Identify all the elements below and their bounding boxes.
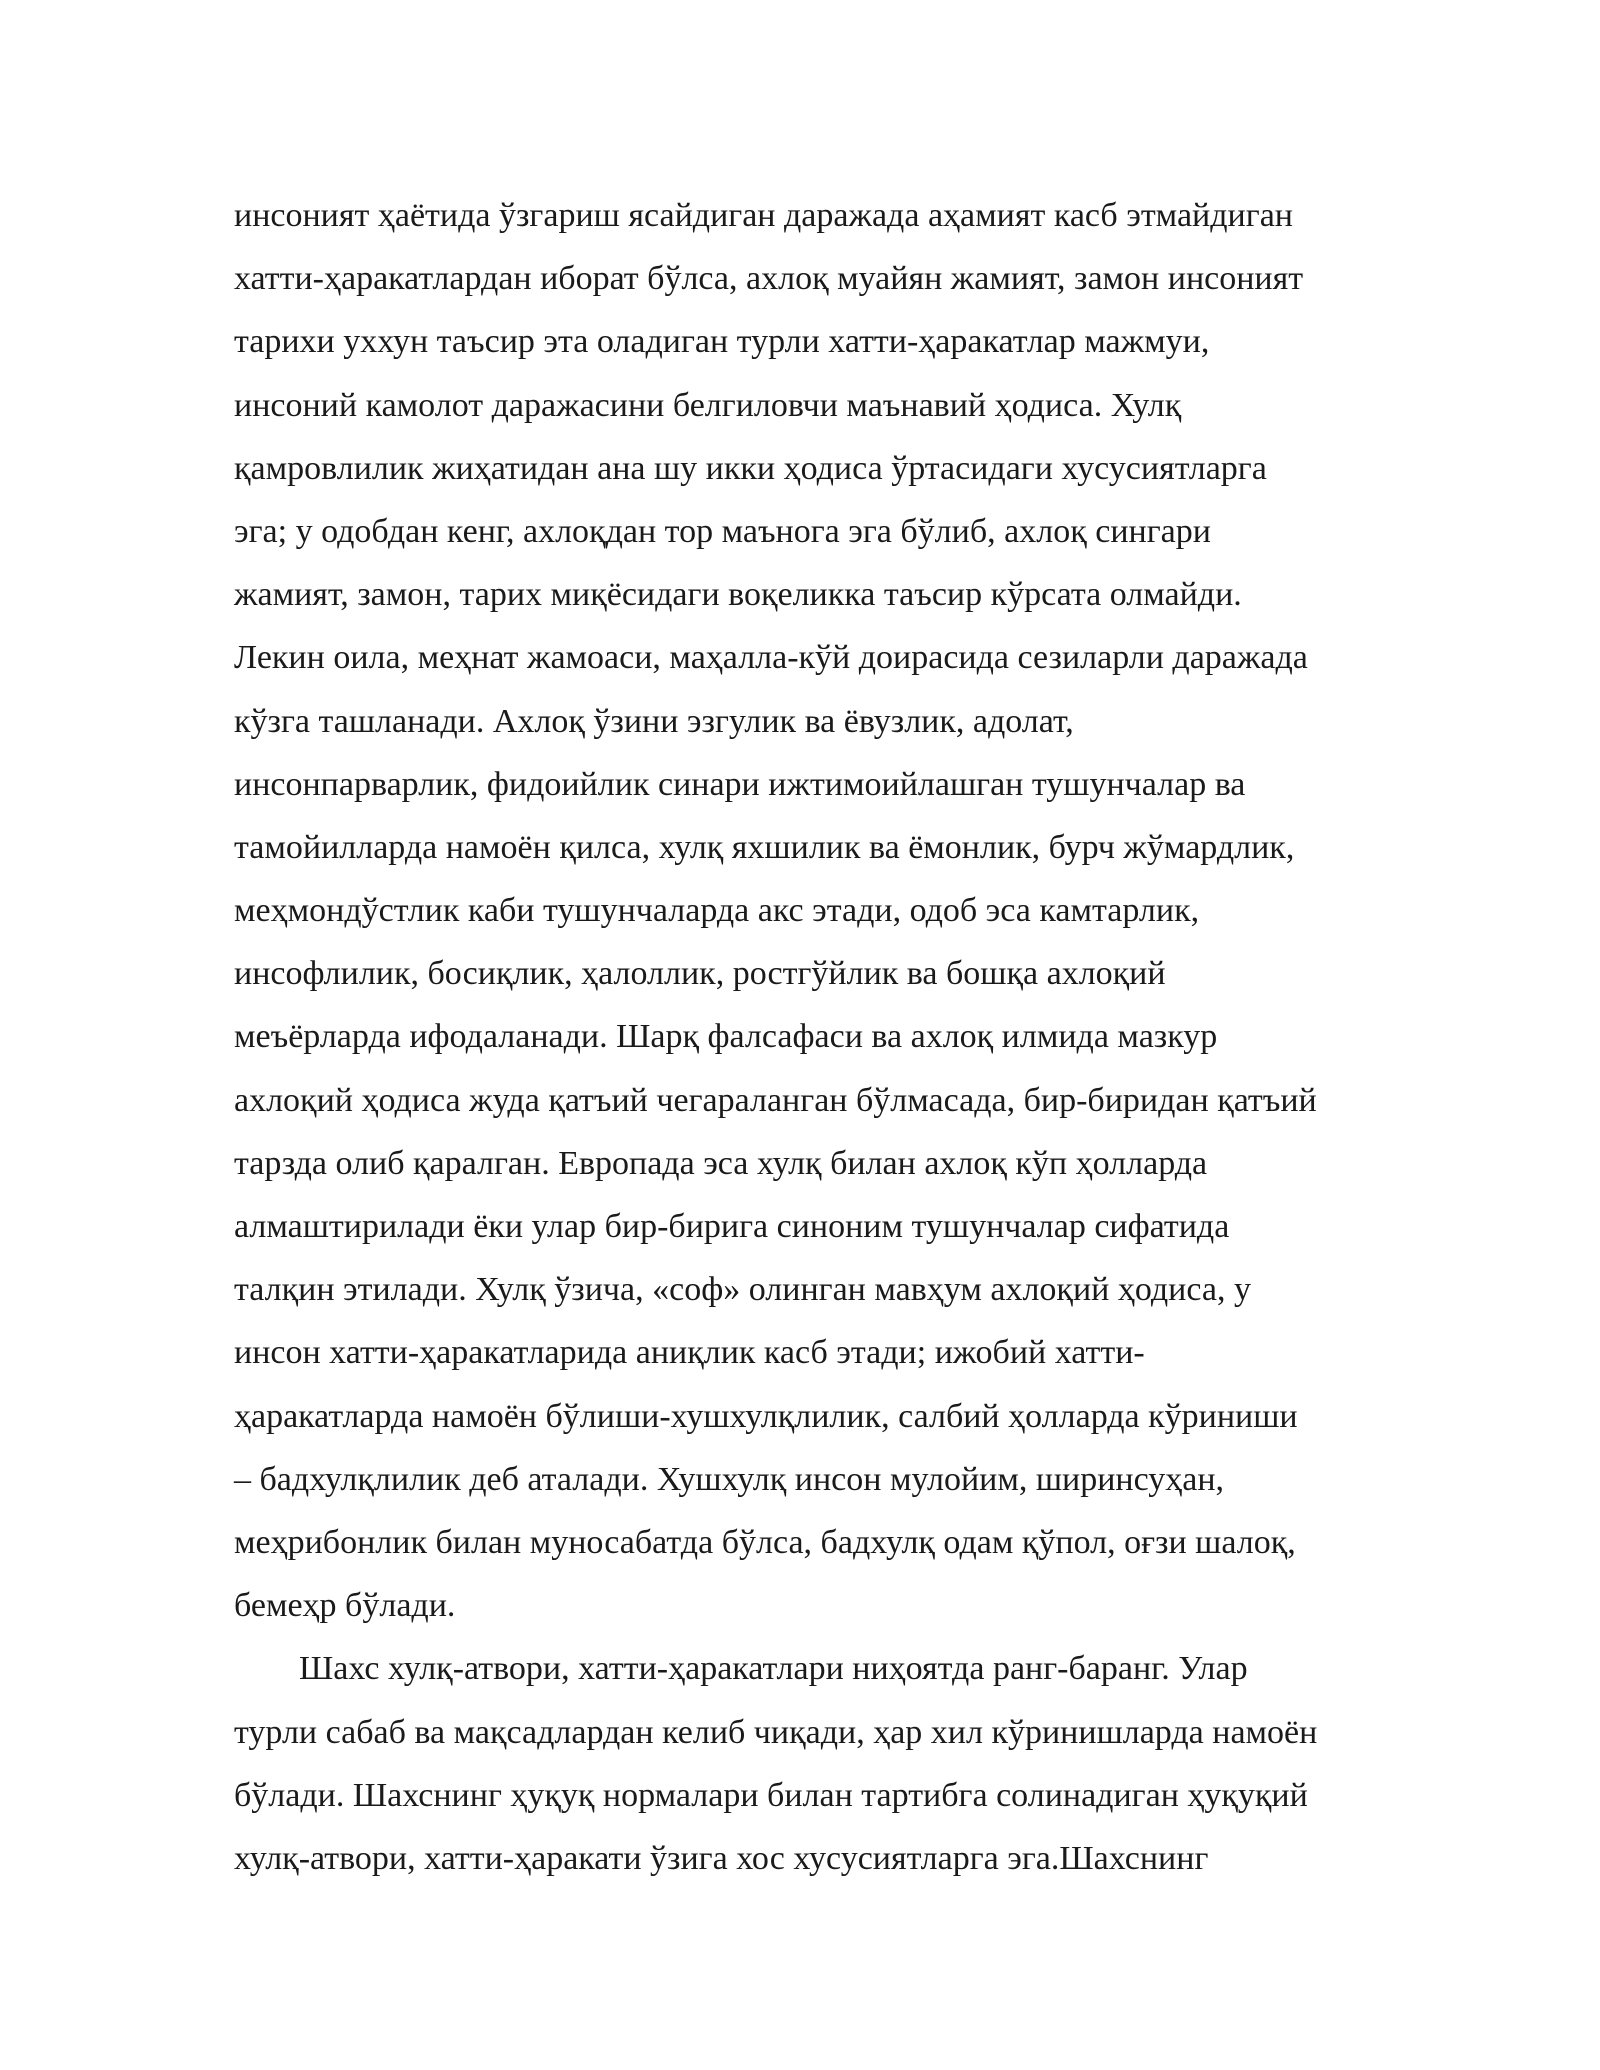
text-line: тарзда олиб қаралган. Европада эса хулқ билан ахлоқ кўп ҳолларда xyxy=(234,1144,1208,1182)
text-line: хатти-ҳаракатлардан иборат бўлса, ахлоқ муайян жамият, замон инсоният xyxy=(234,260,1304,298)
text-line: инсофлилик, босиқлик, ҳалоллик, ростгўйлик ва бошқа ахлоқий xyxy=(234,955,1166,993)
text-line: инсонпарварлик, фидоийлик синари ижтимоийлашган тушунчалар ва xyxy=(234,765,1246,803)
text-line: инсон хатти-ҳаракатларида аниқлик касб этади; ижобий хатти- xyxy=(234,1334,1145,1372)
text-line: ҳаракатларда намоён бўлиши-хушхулқлилик, салбий ҳолларда кўриниши xyxy=(234,1397,1298,1435)
text-line: тамойилларда намоён қилса, хулқ яхшилик ва ёмонлик, бурч жўмардлик, xyxy=(234,828,1295,866)
text-line: Лекин оила, меҳнат жамоаси, маҳалла-кўй доирасида сезиларли даражада xyxy=(234,639,1308,677)
text-line: жамият, замон, тарих миқёсидаги воқеликка таъсир кўрсата олмайди. xyxy=(234,576,1242,614)
text-line: меҳрибонлик билан муносабатда бўлса, бадхулқ одам қўпол, оғзи шалоқ, xyxy=(234,1523,1296,1561)
text-line: тарихи уххун таъсир эта оладиган турли хатти-ҳаракатлар мажмуи, xyxy=(234,323,1210,361)
text-line: алмаштирилади ёки улар бир-бирига синоним тушунчалар сифатида xyxy=(234,1208,1230,1245)
text-line: – бадхулқлилик деб аталади. Хушхулқ инсон мулойим, ширинсуҳан, xyxy=(234,1460,1225,1498)
text-line: эга; у одобдан кенг, ахлоқдан тор маънога эга бўлиб, ахлоқ сингари xyxy=(234,512,1211,550)
text-line: меҳмондўстлик каби тушунчаларда акс этади, одоб эса камтарлик, xyxy=(234,892,1200,930)
text-line: талқин этилади. Хулқ ўзича, «соф» олинган мавҳум ахлоқий ҳодиса, у xyxy=(234,1271,1251,1309)
paragraph-first-line: Шахс хулқ-атвори, хатти-ҳаракатлари ниҳоятда ранг-баранг. Улар xyxy=(299,1650,1248,1688)
text-line: меъёрларда ифодаланади. Шарқ фалсафаси ва ахлоқ илмида мазкур xyxy=(234,1018,1218,1056)
text-line: бўлади. Шахснинг ҳуқуқ нормалари билан тартибга солинадиган ҳуқуқий xyxy=(234,1776,1308,1814)
text-line: қамровлилик жиҳатидан ана шу икки ҳодиса ўртасидаги хусусиятларга xyxy=(234,449,1267,487)
text-line: турли сабаб ва мақсадлардан келиб чиқади, ҳар хил кўринишларда намоён xyxy=(234,1713,1318,1751)
text-line: инсоний камолот даражасини белгиловчи маънавий ҳодиса. Хулқ xyxy=(234,386,1182,424)
text-line: кўзга ташланади. Ахлоқ ўзини эзгулик ва ёвузлик, адолат, xyxy=(234,702,1074,740)
text-line: бемеҳр бўлади. xyxy=(234,1587,456,1625)
body-text xyxy=(234,184,1394,1890)
text-line: хулқ-атвори, хатти-ҳаракати ўзига хос хусусиятларга эга.Шахснинг xyxy=(234,1839,1209,1877)
text-line: ахлоқий ҳодиса жуда қатъий чегараланган бўлмасада, бир-биридан қатъий xyxy=(234,1081,1317,1119)
text-line: инсоният ҳаётида ўзгариш ясайдиган даражада аҳамият касб этмайдиган xyxy=(234,197,1293,234)
